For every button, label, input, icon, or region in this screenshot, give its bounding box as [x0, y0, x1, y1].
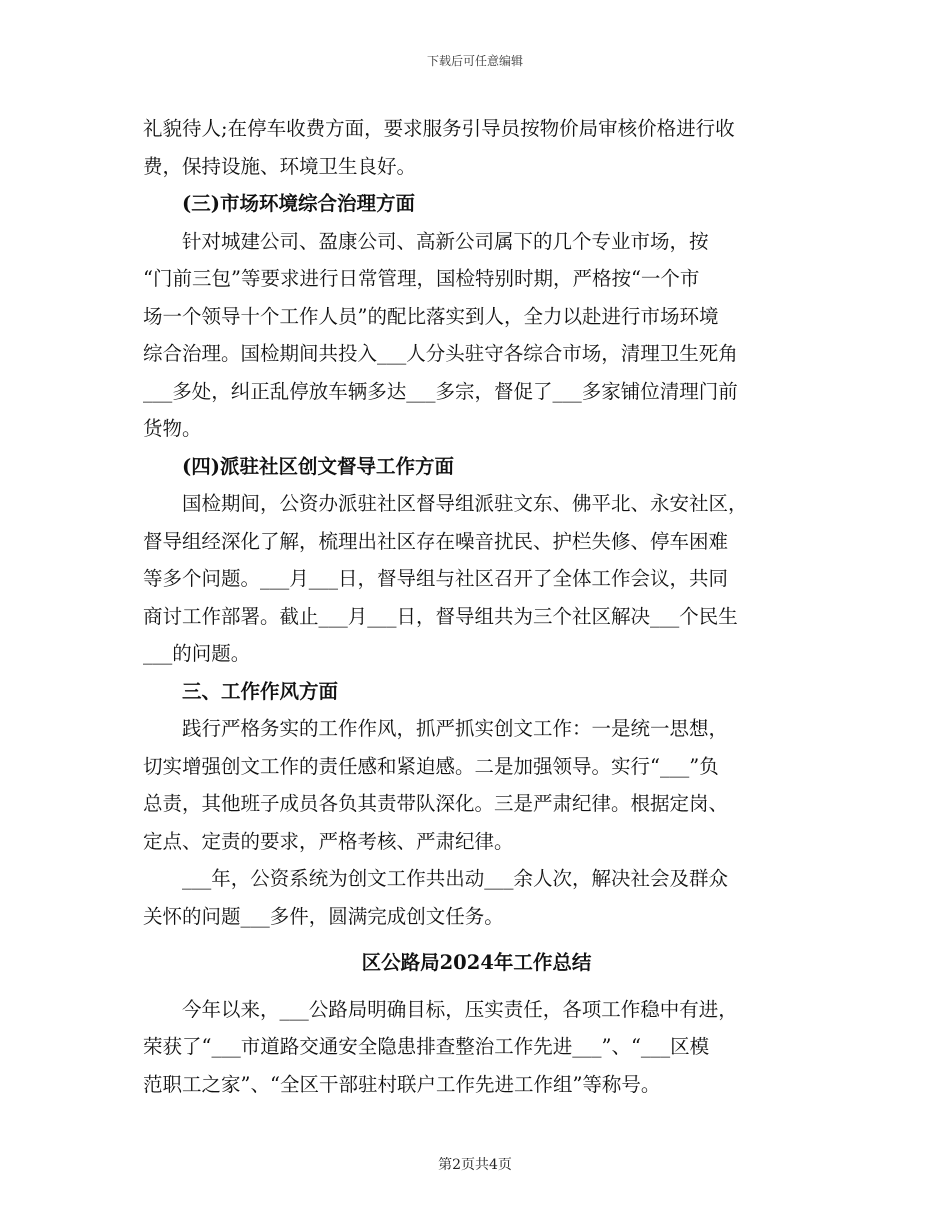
- body-line: ___多处，纠正乱停放车辆多达___多宗，督促了___多家铺位清理门前: [143, 379, 738, 403]
- body-line: 总责，其他班子成员各负其责带队深化。三是严肃纪律。根据定岗、: [143, 792, 729, 815]
- page-header: 下载后可任意编辑: [426, 54, 523, 68]
- body-line: 费，保持设施、环境卫生良好。: [143, 154, 417, 178]
- body-line: 场一个领导十个工作人员”的配比落实到人，全力以赴进行市场环境: [143, 304, 719, 328]
- body-line: 礼貌待人;在停车收费方面，要求服务引导员按物价局审核价格进行收: [143, 117, 735, 140]
- page-number-footer: 第2页共4页: [438, 1157, 512, 1173]
- body-line: 定点、定责的要求，严格考核、严肃纪律。: [143, 829, 514, 853]
- body-line: 今年以来，___公路局明确目标，压实责任，各项工作稳中有进，: [143, 997, 738, 1021]
- body-line: 针对城建公司、盈康公司、高新公司属下的几个专业市场，按: [143, 229, 709, 253]
- section-heading: 三、工作作风方面: [143, 679, 339, 703]
- body-line: 督导组经深化了解，梳理出社区存在噪音扰民、护栏失修、停车困难: [143, 529, 729, 553]
- body-line: ___年，公资系统为创文工作共出动___余人次，解决社会及群众: [143, 867, 729, 890]
- body-line: 等多个问题。___月___日，督导组与社区召开了全体工作会议，共同: [143, 567, 729, 590]
- body-line: “门前三包”等要求进行日常管理，国检特别时期，严格按“一个市: [143, 267, 700, 290]
- section-heading: (三)市场环境综合治理方面: [143, 192, 415, 215]
- body-line: 货物。: [143, 417, 202, 440]
- body-line: 综合治理。国检期间共投入___人分头驻守各综合市场，清理卫生死角: [143, 342, 738, 365]
- body-line: 商讨工作部署。截止___月___日，督导组共为三个社区解决___个民生: [143, 604, 738, 628]
- section-heading: (四)派驻社区创文督导工作方面: [143, 454, 454, 478]
- body-line: 范职工之家”、“全区干部驻村联户工作先进工作组”等称号。: [143, 1072, 661, 1096]
- body-line: 践行严格务实的工作作风，抓严抓实创文工作：一是统一思想，: [143, 717, 729, 740]
- document-body: [143, 110, 810, 1103]
- body-line: 关怀的问题___多件，圆满完成创文任务。: [143, 904, 504, 928]
- body-line: 荣获了“___市道路交通安全隐患排查整治工作先进___”、“___区模: [143, 1035, 710, 1058]
- document-title: 区公路局2024年工作总结: [361, 951, 592, 974]
- body-line: 切实增强创文工作的责任感和紧迫感。二是加强领导。实行“___”负: [143, 754, 719, 778]
- body-line: ___的问题。: [143, 642, 251, 665]
- body-line: 国检期间，公资办派驻社区督导组派驻文东、佛平北、永安社区，: [143, 492, 748, 515]
